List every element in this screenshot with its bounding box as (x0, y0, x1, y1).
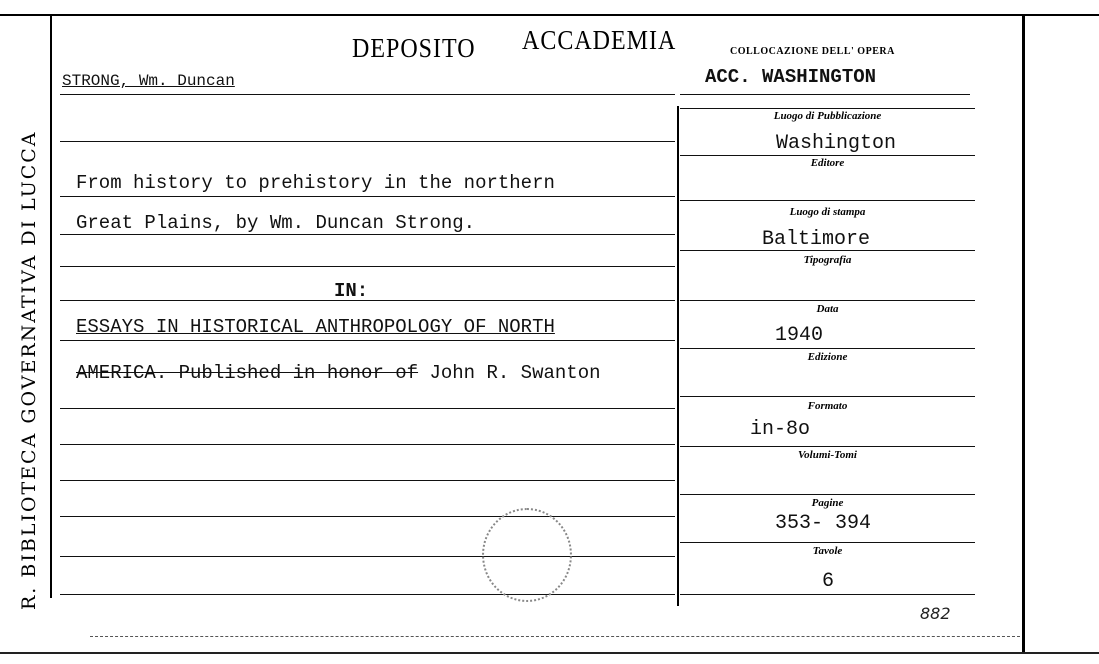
right-border-line (1022, 14, 1025, 654)
rule-left-6 (60, 340, 675, 341)
rule-right-5 (680, 300, 975, 301)
value-tavole: 6 (822, 570, 835, 593)
rule-left-10 (60, 516, 675, 517)
accademia-stamp: ACCADEMIA (522, 25, 677, 56)
collection-line-2-rest: John R. Swanton (418, 362, 601, 384)
collocazione-value: ACC. WASHINGTON (705, 66, 877, 88)
label-luogo-pubblicazione: Luogo di Pubblicazione (773, 110, 882, 122)
rule-left-12 (60, 594, 675, 595)
in-label: IN: (334, 280, 369, 302)
rule-right-9 (680, 494, 975, 495)
rule-top-right (680, 94, 970, 95)
label-formato: Formato (807, 400, 848, 412)
collection-line-2-struck: AMERICA. Published in honor of (76, 362, 419, 384)
rule-right-10 (680, 542, 975, 543)
rule-right-1 (680, 108, 975, 109)
handwritten-note: 882 (920, 604, 951, 623)
punch-hole (482, 508, 572, 602)
collocazione-heading: COLLOCAZIONE DELL' OPERA (730, 46, 895, 57)
label-editore: Editore (810, 157, 845, 169)
value-luogo-pubblicazione: Washington (776, 132, 897, 155)
rule-left-7 (60, 408, 675, 409)
rule-left-4 (60, 266, 675, 267)
rule-right-6 (680, 348, 975, 349)
rule-left-11 (60, 556, 675, 557)
rule-left-1 (60, 141, 675, 142)
collection-line-2 (76, 362, 601, 384)
value-luogo-stampa: Baltimore (762, 228, 871, 251)
top-border-line (0, 14, 1099, 16)
library-name-label: R. BIBLIOTECA GOVERNATIVA DI LUCCA (18, 130, 40, 610)
label-data: Data (816, 303, 839, 315)
left-border-line (50, 14, 52, 598)
author-name: STRONG, Wm. Duncan (62, 72, 235, 90)
label-volumi-tomi: Volumi-Tomi (798, 449, 857, 461)
rule-left-8 (60, 444, 675, 445)
rule-right-7 (680, 396, 975, 397)
rule-right-2 (680, 155, 975, 156)
rule-author (60, 94, 675, 95)
value-data: 1940 (775, 324, 824, 347)
rule-left-3 (60, 234, 675, 235)
label-edizione: Edizione (807, 351, 848, 363)
field-column-divider (677, 106, 679, 606)
rule-right-8 (680, 446, 975, 447)
bottom-dashed-line (90, 636, 1020, 637)
rule-right-3 (680, 200, 975, 201)
label-luogo-stampa: Luogo di stampa (789, 206, 866, 218)
title-line-2: Great Plains, by Wm. Duncan Strong. (76, 212, 476, 234)
title-line-1: From history to prehistory in the northern (76, 172, 555, 194)
collection-line-1: ESSAYS IN HISTORICAL ANTHROPOLOGY OF NORTH (76, 316, 555, 338)
value-formato: in-8o (750, 418, 811, 441)
label-tavole: Tavole (812, 545, 843, 557)
deposito-stamp: DEPOSITO (352, 33, 476, 64)
rule-left-9 (60, 480, 675, 481)
label-pagine: Pagine (811, 497, 844, 509)
rule-right-11 (680, 594, 975, 595)
value-pagine: 353- 394 (775, 512, 872, 535)
rule-left-2 (60, 196, 675, 197)
label-tipografia: Tipografia (803, 254, 852, 266)
bottom-edge-line (0, 652, 1099, 654)
